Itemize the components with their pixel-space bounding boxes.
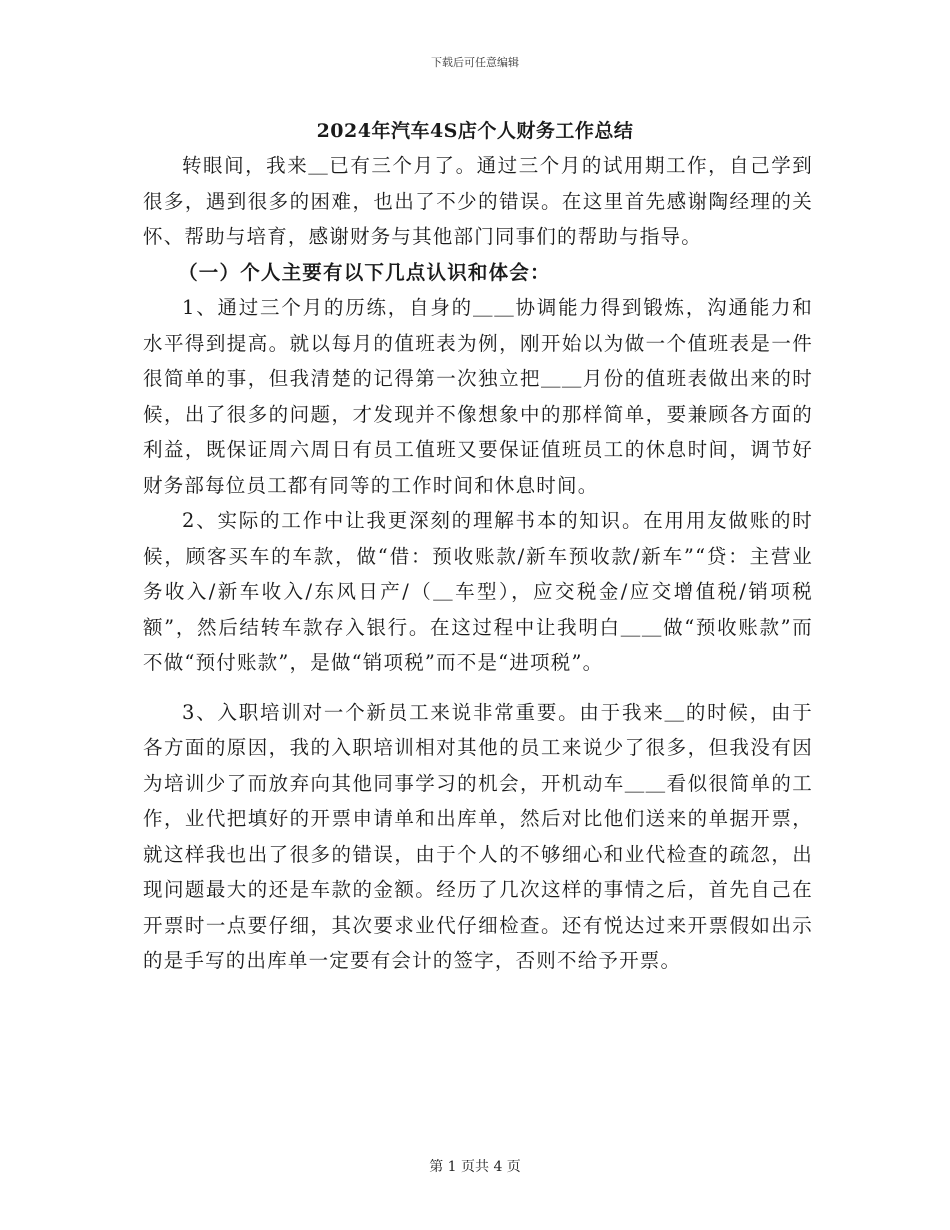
paragraph-point-2: 2、实际的工作中让我更深刻的理解书本的知识。在用用友做账的时候，顾客买车的车款，做“借：预收账款/新车预收款/新车”“贷：主营业务收入/新车收入/东风日产/（＿车型），应交税金/应交增值税/销项税额”，然后结转车款存入银行。在这过程中让我明白＿＿做“预收账款”而不做“预付账款”，是做“销项税”而不是“进项税”。 <box>143 509 813 674</box>
paragraph-point-3: 3、入职培训对一个新员工来说非常重要。由于我来＿的时候，由于各方面的原因，我的入职培训相对其他的员工来说少了很多，但我没有因为培训少了而放弃向其他同事学习的机会，开机动车＿＿看似很简单的工作，业代把填好的开票申请单和出库单，然后对比他们送来的单据开票，就这样我也出了很多的错误，由于个人的不够细心和业代检查的疏忽，出现问题最大的还是车款的金额。经历了几次这样的事情之后，首先自己在开票时一点要仔细，其次要求业代仔细检查。还有悦达过来开票假如出示的是手写的出库单一定要有会计的签字，否则不给予开票。 <box>143 700 813 972</box>
document-body <box>143 148 813 979</box>
section-heading: （一）个人主要有以下几点认识和体会： <box>178 260 551 284</box>
paragraph-intro: 转眼间，我来＿已有三个月了。通过三个月的试用期工作，自己学到很多，遇到很多的困难，也出了不少的错误。在这里首先感谢陶经理的关怀、帮助与培育，感谢财务与其他部门同事们的帮助与指导。 <box>143 154 813 248</box>
document-title: 2024年汽车4S店个人财务工作总结 <box>316 120 634 142</box>
page-header-note: 下载后可任意编辑 <box>431 56 519 69</box>
paragraph-point-1: 1、通过三个月的历练，自身的＿＿协调能力得到锻炼，沟通能力和水平得到提高。就以每月的值班表为例，刚开始以为做一个值班表是一件很简单的事，但我清楚的记得第一次独立把＿＿月份的值班表做出来的时候，出了很多的问题，才发现并不像想象中的那样简单，要兼顾各方面的利益，既保证周六周日有员工值班又要保证值班员工的休息时间，调节好财务部每位员工都有同等的工作时间和休息时间。 <box>143 296 813 497</box>
page-footer-number: 第 1 页共 4 页 <box>429 1159 521 1175</box>
